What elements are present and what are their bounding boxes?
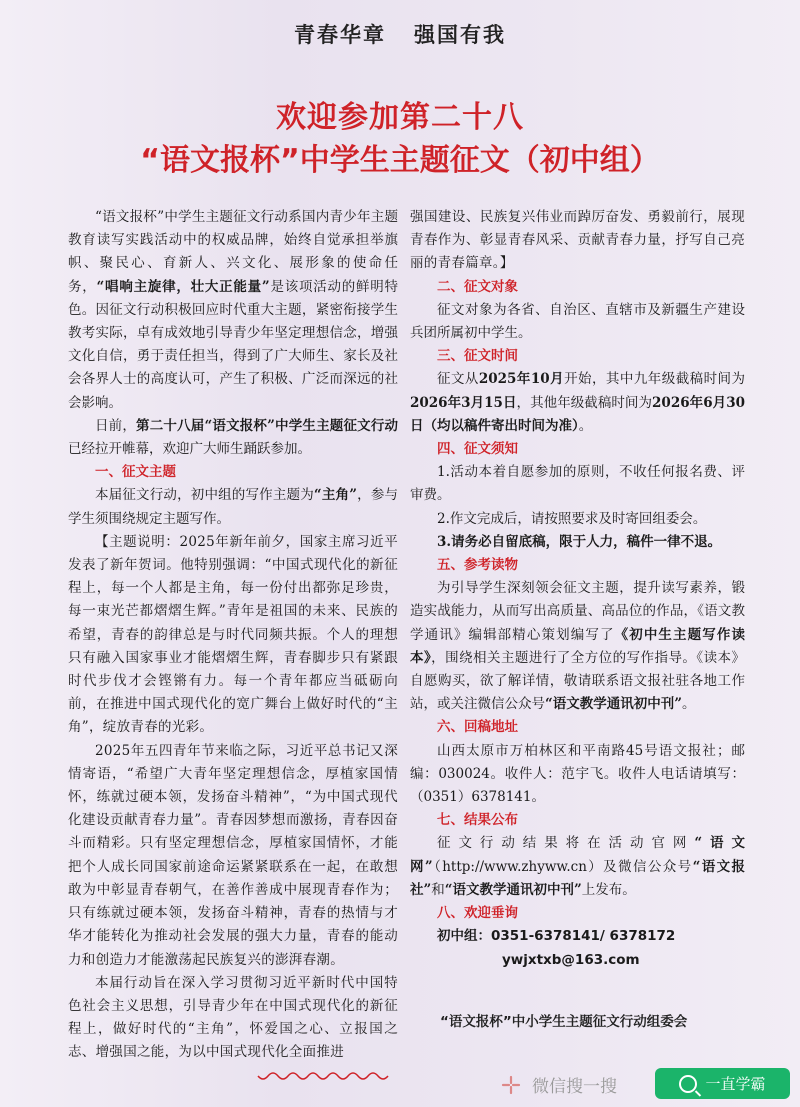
search-icon: [679, 1075, 697, 1093]
res-f: “语文教学通讯初中刊”: [444, 881, 582, 898]
intro-slogan: “唱响主旋律，壮大正能量”: [96, 278, 270, 295]
read-d: “语文教学通讯初中刊”: [545, 696, 683, 713]
section-heading-time: 三、征文时间: [437, 348, 518, 365]
theme-a: 本届征文行动，初中组的写作主题为: [95, 487, 314, 504]
time-paragraph: [410, 368, 745, 438]
watermark-text: 微信搜一搜: [532, 1077, 617, 1097]
intro-text-a: “语文报杯”中学生主题征文行动系国内青少年主题教育读写实践活动中的权威品牌，始终自觉承担举旗帜、聚民心、育新人、兴文化、展形象的使命任务，: [68, 209, 398, 295]
res-c: （http://www.zhyww.cn）及微信公众号: [432, 858, 693, 875]
intro-paragraph: [68, 206, 398, 415]
res-e: 和: [431, 881, 445, 898]
contact-email: ywjxtxb@163.com: [502, 951, 640, 968]
page-title-line2: [0, 135, 800, 179]
results-paragraph: [410, 832, 745, 902]
section-heading-address: 六、回稿地址: [437, 719, 518, 736]
announce-paragraph: [68, 415, 398, 461]
res-g: 上发布。: [581, 881, 636, 898]
page-title-line1: 欢迎参加第二十八: [276, 100, 524, 135]
rule-1: 1.活动本着自愿参加的原则，不收任何报名费、评审费。: [410, 464, 745, 504]
read-b: 《初中生主题写作读本》: [410, 626, 746, 666]
target-paragraph: 征文对象为各省、自治区、直辖市及新疆生产建设兵团所属初中学生。: [410, 301, 745, 342]
wechat-search-icon: [500, 1074, 522, 1096]
wechat-search-watermark: [500, 1072, 617, 1097]
theme-note-continued: 强国建设、民族复兴伟业而踔厉奋发、勇毅前行，展现青春作为、彰显青春风采、贡献青春力量，抒写自己亮丽的青春篇章。】: [410, 209, 745, 272]
res-a: 征文行动结果将在活动官网: [437, 835, 695, 852]
right-column: [410, 206, 745, 972]
banner-slogan: [0, 0, 800, 68]
banner-right: 强国有我: [414, 22, 506, 47]
underline-squiggle: [68, 1072, 398, 1084]
theme-b: “主角”: [313, 487, 357, 504]
res-d: “语文报社”: [410, 858, 746, 898]
reading-paragraph: [410, 577, 745, 716]
theme-c: ，参与学生须围绕规定主题写作。: [68, 487, 399, 527]
section-heading-results: 七、结果公布: [437, 812, 518, 829]
contact-phone: 初中组：0351-6378141/ 6378172: [437, 928, 676, 945]
search-button-label: 一直学霸: [705, 1075, 766, 1093]
theme-note-2: 2025年五四青年节来临之际，习近平总书记又深情寄语，“希望广大青年坚定理想信念，厚植家国情怀，练就过硬本领，发扬奋斗精神”，“为中国式现代化建设贡献青春力量”。青春因梦想而激扬，青春因奋斗而精彩。只有坚定理想信念，厚植家国情怀，才能把个人成长同国家前途命运紧紧联系在一起，在敢想敢为中彰显青春朝气，在善作善成中展现青春作为；只有练就过硬本领，发扬奋斗精神，青春的热情与才华才能转化为推动社会发展的强大力量，青春的能动力和创造力才能激荡起民族复兴的澎湃春潮。: [68, 742, 398, 968]
rule-2: 2.作文完成后，请按照要求及时寄回组委会。: [437, 510, 707, 527]
left-column: [68, 206, 398, 1065]
rule-3: 3.请务必自留底稿，限于人力，稿件一律不退。: [437, 533, 722, 550]
organizer-signature: “语文报杯”中小学生主题征文行动组委会: [440, 1014, 688, 1030]
time-g: 。: [578, 417, 593, 434]
time-a: 征文从: [437, 371, 479, 388]
announce-a: 日前，: [95, 417, 137, 434]
title-line2-suffix: （初中组）: [509, 143, 660, 178]
address-paragraph: 山西太原市万柏林区和平南路45号语文报社；邮编：030024。收件人：范宇飞。收件人电话请填写：（0351）6378141。: [410, 742, 745, 806]
section-heading-reading: 五、参考读物: [437, 557, 518, 574]
time-b: 2025年10月: [478, 371, 565, 388]
time-f: 2026年6月30日（均以稿件寄出时间为准）: [410, 394, 745, 434]
time-c: 开始，其中九年级截稿时间为: [564, 371, 746, 388]
intro-text-c: 是该项活动的鲜明特色。因征文行动积极回应时代重大主题，紧密衔接学生教考实际，卓有成效地引导青少年坚定理想信念，增强文化自信，勇于责任担当，得到了广大师生、家长及社会各界人士的高度认可，产生了积极、广泛而深远的社会影响。: [68, 278, 399, 411]
announce-c: 已经拉开帷幕，欢迎广大师生踊跃参加。: [68, 441, 311, 458]
read-c: ，围绕相关主题进行了全方位的写作指导。《读本》自愿购买，欲了解详情，敬请联系语文报社驻各地工作站，或关注微信公众号: [410, 649, 746, 713]
res-b: “语文网”: [410, 835, 745, 875]
time-e: ，其他年级截稿时间为: [516, 394, 653, 411]
banner-left: 青春华章: [294, 22, 386, 47]
section-heading-theme: 一、征文主题: [95, 464, 176, 481]
search-button[interactable]: [655, 1068, 790, 1099]
read-e: 。: [682, 696, 696, 713]
theme-paragraph: [68, 484, 398, 530]
time-d: 2026年3月15日: [410, 394, 517, 411]
read-a: 为引导学生深刻领会征文主题，提升读写素养，锻造实战能力，从而写出高质量、高品位的作品，《语文教学通讯》编辑部精心策划编写了: [410, 580, 745, 643]
announce-b: 第二十八届“语文报杯”中学生主题征文行动: [136, 417, 399, 434]
section-heading-target: 二、征文对象: [437, 278, 518, 295]
title-line2-main: “语文报杯”中学生主题征文: [140, 143, 510, 178]
theme-note-3: 本届行动旨在深入学习贯彻习近平新时代中国特色社会主义思想，引导青少年在中国式现代化的新征程上，做好时代的“主角”，怀爱国之心、立报国之志、增强国之能，为以中国式现代化全面推进: [68, 974, 398, 1061]
section-heading-rules: 四、征文须知: [437, 441, 518, 458]
theme-note-1: 【主题说明：2025年新年前夕，国家主席习近平发表了新年贺词。他特别强调：“中国式现代化的新征程上，每一个人都是主角，每一份付出都弥足珍贵，每一束光芒都熠熠生辉。”青年是祖国的未来、民族的希望，青春的韵律总是与时代同频共振。个人的理想只有融入国家事业才能熠熠生辉，青春脚步只有紧跟时代步伐才会铿锵有力。每一个青年都应当砥砺向前，在推进中国式现代化的宽广舞台上做好时代的“主角”，绽放青春的光彩。: [68, 533, 398, 736]
section-heading-contact: 八、欢迎垂询: [437, 905, 518, 922]
